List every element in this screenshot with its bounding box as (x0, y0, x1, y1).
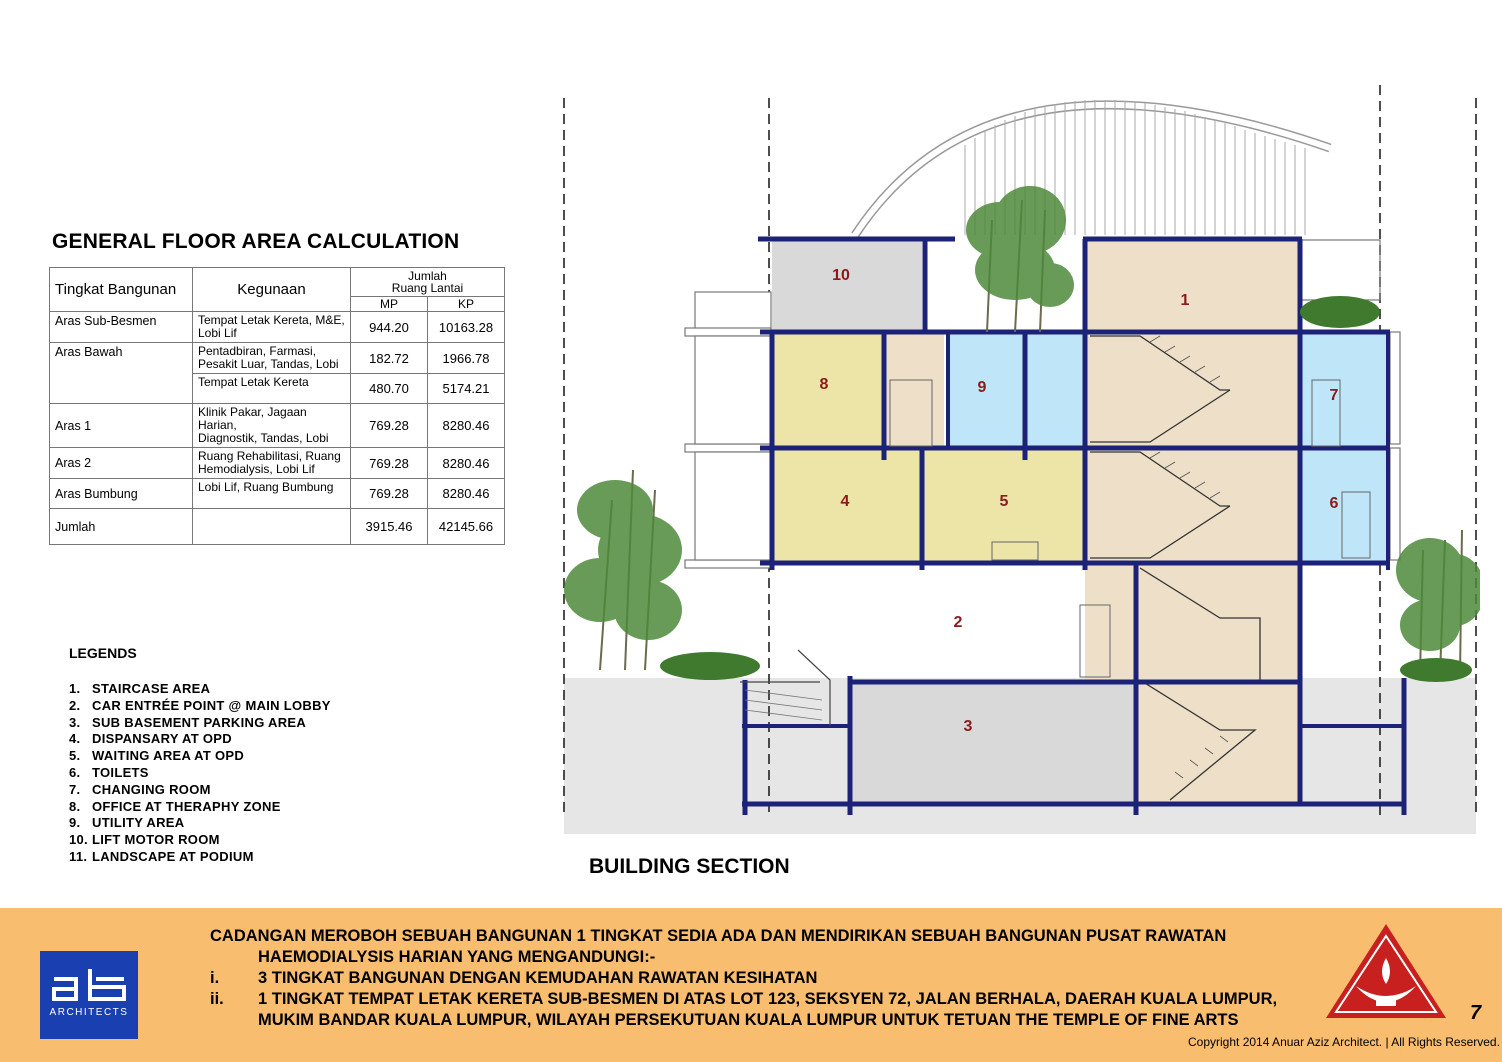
copyright-text: Copyright 2014 Anuar Aziz Architect. | All Rights Reserved. (1188, 1035, 1500, 1049)
header-area (351, 268, 505, 297)
zone-7 (1300, 334, 1388, 446)
cell-mp: 769.28 (351, 448, 428, 479)
zone-label-5: 5 (999, 493, 1009, 510)
header-kp: KP (428, 297, 505, 312)
building-section-drawing (530, 70, 1480, 840)
list-item: 5. WAITING AREA AT OPD (69, 748, 245, 764)
cell-mp: 769.28 (351, 404, 428, 448)
table-row (50, 479, 505, 509)
cell-level: Aras 1 (50, 404, 193, 448)
zone-label-10: 10 (832, 267, 850, 284)
table-row (50, 448, 505, 479)
left-facade (685, 292, 771, 568)
zone-label-8: 8 (819, 376, 829, 393)
list-item: 2. CAR ENTRÉE POINT @ MAIN LOBBY (69, 697, 331, 713)
zone-label-7: 7 (1329, 387, 1339, 404)
cell-use: Ruang Rehabilitasi, Ruang Hemodialysis, Lobi Lif (193, 448, 351, 479)
list-item: 10. LIFT MOTOR ROOM (69, 832, 220, 848)
list-item: 6. TOILETS (69, 764, 149, 780)
cell-level: Aras 2 (50, 448, 193, 479)
floor-area-table (49, 267, 505, 545)
zone-9 (948, 334, 1083, 446)
project-item-1: i. 3 TINGKAT BANGUNAN DENGAN KEMUDAHAN RAWATAN KESIHATAN (210, 969, 818, 987)
project-description (210, 926, 1320, 1031)
cell-level: Aras Bawah (50, 343, 193, 404)
project-line-2: HAEMODIALYSIS HARIAN YANG MENGANDUNGI:- (258, 948, 656, 966)
cell-use: Lobi Lif, Ruang Bumbung (193, 479, 351, 509)
architects-logo (40, 951, 138, 1039)
cell-use: Klinik Pakar, Jagaan Harian, Diagnostik, Tandas, Lobi (193, 404, 351, 448)
cell-level: Jumlah (50, 509, 193, 545)
cell-mp: 769.28 (351, 479, 428, 509)
list-item: 1. STAIRCASE AREA (69, 681, 211, 696)
zone-label-3: 3 (963, 718, 973, 735)
list-item: 4. DISPANSARY AT OPD (69, 731, 232, 747)
zone-label-9: 9 (977, 379, 987, 396)
header-area-line-2: Ruang Lantai (391, 281, 464, 295)
zone-8-lobby (886, 334, 944, 446)
cell-use: Pentadbiran, Farmasi, Pesakit Luar, Tandas, Lobi (193, 343, 351, 374)
cell-mp: 3915.46 (351, 509, 428, 545)
legends-title: LEGENDS (69, 645, 137, 661)
logo-text: ARCHITECTS (49, 1007, 129, 1018)
arch-roof (855, 100, 1330, 235)
page-number: 7 (1470, 1002, 1482, 1024)
section-title: BUILDING SECTION (589, 855, 790, 878)
cell-use (193, 509, 351, 545)
footer-banner (0, 908, 1502, 1062)
temple-emblem-icon (1322, 922, 1450, 1022)
cell-kp: 42145.66 (428, 509, 505, 545)
zone-label-4: 4 (840, 493, 850, 510)
cell-mp: 944.20 (351, 312, 428, 343)
floor-area-title: GENERAL FLOOR AREA CALCULATION (52, 230, 460, 253)
zone-label-1: 1 (1180, 292, 1190, 309)
table-row (50, 343, 505, 374)
cell-kp: 1966.78 (428, 343, 505, 374)
legends-list (69, 681, 331, 866)
header-level: Tingkat Bangunan (50, 268, 193, 312)
table-row (50, 509, 505, 545)
list-item: 9. UTILITY AREA (69, 815, 185, 831)
cell-level: Aras Sub-Besmen (50, 312, 193, 343)
legends (69, 645, 331, 866)
zone-6 (1300, 450, 1388, 562)
cell-kp: 10163.28 (428, 312, 505, 343)
cell-kp: 8280.46 (428, 448, 505, 479)
cell-level: Aras Bumbung (50, 479, 193, 509)
header-mp: MP (351, 297, 428, 312)
zone-10 (772, 238, 922, 330)
cell-mp: 480.70 (351, 374, 428, 404)
project-item-2: ii. 1 TINGKAT TEMPAT LETAK KERETA SUB-BESMEN DI ATAS LOT 123, SEKSYEN 72, JALAN BERHALA, DAERAH KUALA LUMPUR, MUKIM BANDAR KUALA LUMPUR, WILAYAH PERSEKUTUAN KUALA LUMPUR UNTUK TETUAN THE TEMPLE OF FINE ARTS (210, 990, 1278, 1029)
cell-mp: 182.72 (351, 343, 428, 374)
cell-use: Tempat Letak Kereta, M&E, Lobi Lif (193, 312, 351, 343)
table-row (50, 404, 505, 448)
list-item: 8. OFFICE AT THERAPHY ZONE (69, 798, 281, 814)
table-row (50, 312, 505, 343)
list-item: 11. LANDSCAPE AT PODIUM (69, 848, 254, 864)
cell-kp: 8280.46 (428, 479, 505, 509)
list-item: 7. CHANGING ROOM (69, 781, 211, 797)
cell-use: Tempat Letak Kereta (193, 374, 351, 404)
cell-kp: 8280.46 (428, 404, 505, 448)
logo-mark-icon (40, 957, 138, 1007)
cell-kp: 5174.21 (428, 374, 505, 404)
header-area-line-1: Jumlah (408, 269, 447, 283)
header-use: Kegunaan (193, 268, 351, 312)
zone-label-6: 6 (1329, 495, 1339, 512)
list-item: 3. SUB BASEMENT PARKING AREA (69, 714, 307, 730)
zone-label-2: 2 (953, 614, 963, 631)
zone-3 (852, 682, 1134, 804)
project-line-1: CADANGAN MEROBOH SEBUAH BANGUNAN 1 TINGKAT SEDIA ADA DAN MENDIRIKAN SEBUAH BANGUNAN PUSAT RAWATAN (210, 927, 1227, 945)
